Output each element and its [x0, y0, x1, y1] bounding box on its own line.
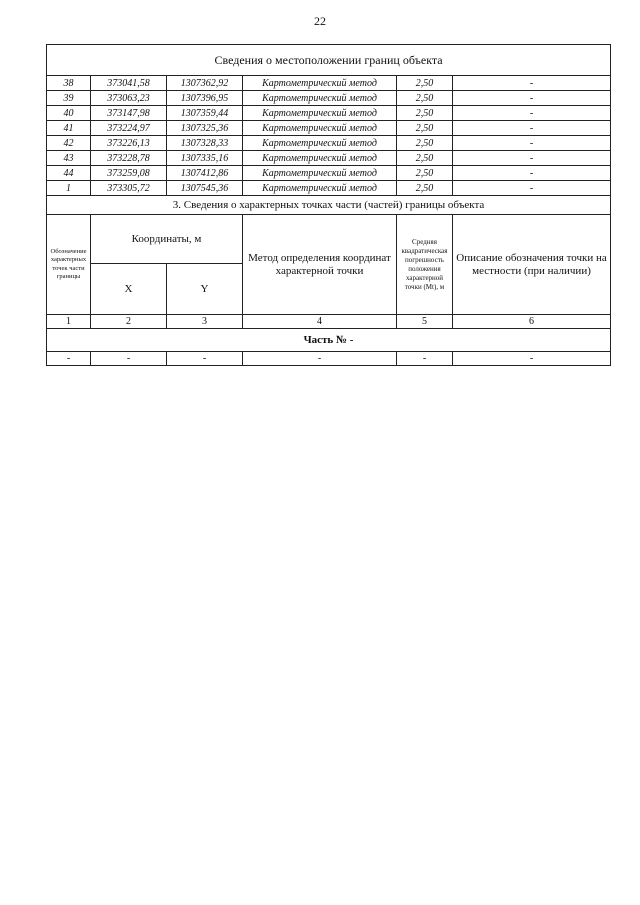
- cell-y: 1307412,86: [167, 166, 243, 181]
- column-number: 2: [91, 315, 167, 329]
- header-method: Метод определения координат характерной точки: [243, 215, 397, 315]
- cell-x: 373259,08: [91, 166, 167, 181]
- cell-n: 41: [47, 121, 91, 136]
- column-number: 1: [47, 315, 91, 329]
- cell-y: 1307545,36: [167, 181, 243, 196]
- table-row: [47, 121, 611, 136]
- cell-y: 1307325,36: [167, 121, 243, 136]
- cell-n: 43: [47, 151, 91, 166]
- cell-n: 44: [47, 166, 91, 181]
- cell-desc: -: [453, 76, 611, 91]
- empty-cell: -: [167, 352, 243, 366]
- cell-desc: -: [453, 121, 611, 136]
- cell-x: 373228,78: [91, 151, 167, 166]
- cell-mt: 2,50: [397, 181, 453, 196]
- cell-method: Картометрический метод: [243, 91, 397, 106]
- cell-x: 373041,58: [91, 76, 167, 91]
- cell-method: Картометрический метод: [243, 136, 397, 151]
- header-coordinates: Координаты, м: [91, 215, 243, 264]
- table-row: [47, 136, 611, 151]
- empty-cell: -: [397, 352, 453, 366]
- boundary-table: [46, 44, 611, 366]
- page-number: 22: [314, 14, 326, 28]
- header-accuracy: Средняя квадратическая погрешность положения характерной точки (Mt), м: [397, 215, 453, 315]
- section-title: 3. Сведения о характерных точках части (частей) границы объекта: [47, 196, 611, 215]
- table-row: [47, 181, 611, 196]
- part-label: Часть № -: [47, 329, 611, 352]
- cell-y: 1307328,33: [167, 136, 243, 151]
- cell-mt: 2,50: [397, 91, 453, 106]
- cell-desc: -: [453, 91, 611, 106]
- cell-n: 42: [47, 136, 91, 151]
- column-number: 5: [397, 315, 453, 329]
- cell-method: Картометрический метод: [243, 76, 397, 91]
- cell-method: Картометрический метод: [243, 106, 397, 121]
- part-label-row: [47, 329, 611, 352]
- cell-desc: -: [453, 151, 611, 166]
- cell-mt: 2,50: [397, 121, 453, 136]
- cell-y: 1307362,92: [167, 76, 243, 91]
- column-number-row: [47, 315, 611, 329]
- empty-cell: -: [243, 352, 397, 366]
- cell-y: 1307359,44: [167, 106, 243, 121]
- cell-x: 373305,72: [91, 181, 167, 196]
- table-row: [47, 91, 611, 106]
- empty-cell: -: [47, 352, 91, 366]
- cell-n: 39: [47, 91, 91, 106]
- cell-mt: 2,50: [397, 151, 453, 166]
- cell-n: 1: [47, 181, 91, 196]
- column-number: 4: [243, 315, 397, 329]
- table-row: [47, 106, 611, 121]
- column-number: 6: [453, 315, 611, 329]
- header-description: Описание обозначения точки на местности (при наличии): [453, 215, 611, 315]
- table-row: [47, 166, 611, 181]
- table-row: [47, 352, 611, 366]
- cell-x: 373226,13: [91, 136, 167, 151]
- cell-mt: 2,50: [397, 166, 453, 181]
- cell-x: 373147,98: [91, 106, 167, 121]
- table-row: [47, 151, 611, 166]
- cell-desc: -: [453, 166, 611, 181]
- cell-x: 373224,97: [91, 121, 167, 136]
- header-row: [47, 215, 611, 264]
- cell-method: Картометрический метод: [243, 151, 397, 166]
- cell-n: 38: [47, 76, 91, 91]
- cell-y: 1307396,95: [167, 91, 243, 106]
- empty-cell: -: [91, 352, 167, 366]
- cell-mt: 2,50: [397, 76, 453, 91]
- cell-mt: 2,50: [397, 106, 453, 121]
- section-title-row: [47, 196, 611, 215]
- table-title-row: [47, 45, 611, 76]
- cell-method: Картометрический метод: [243, 181, 397, 196]
- cell-mt: 2,50: [397, 136, 453, 151]
- header-x: X: [91, 264, 167, 315]
- column-number: 3: [167, 315, 243, 329]
- cell-x: 373063,23: [91, 91, 167, 106]
- empty-cell: -: [453, 352, 611, 366]
- cell-desc: -: [453, 181, 611, 196]
- cell-method: Картометрический метод: [243, 121, 397, 136]
- header-point-designation: Обозначение характерных точек части границы: [47, 215, 91, 315]
- table-title: Сведения о местоположении границ объекта: [47, 45, 611, 76]
- cell-desc: -: [453, 106, 611, 121]
- header-y: Y: [167, 264, 243, 315]
- cell-y: 1307335,16: [167, 151, 243, 166]
- table-row: [47, 76, 611, 91]
- cell-n: 40: [47, 106, 91, 121]
- cell-desc: -: [453, 136, 611, 151]
- cell-method: Картометрический метод: [243, 166, 397, 181]
